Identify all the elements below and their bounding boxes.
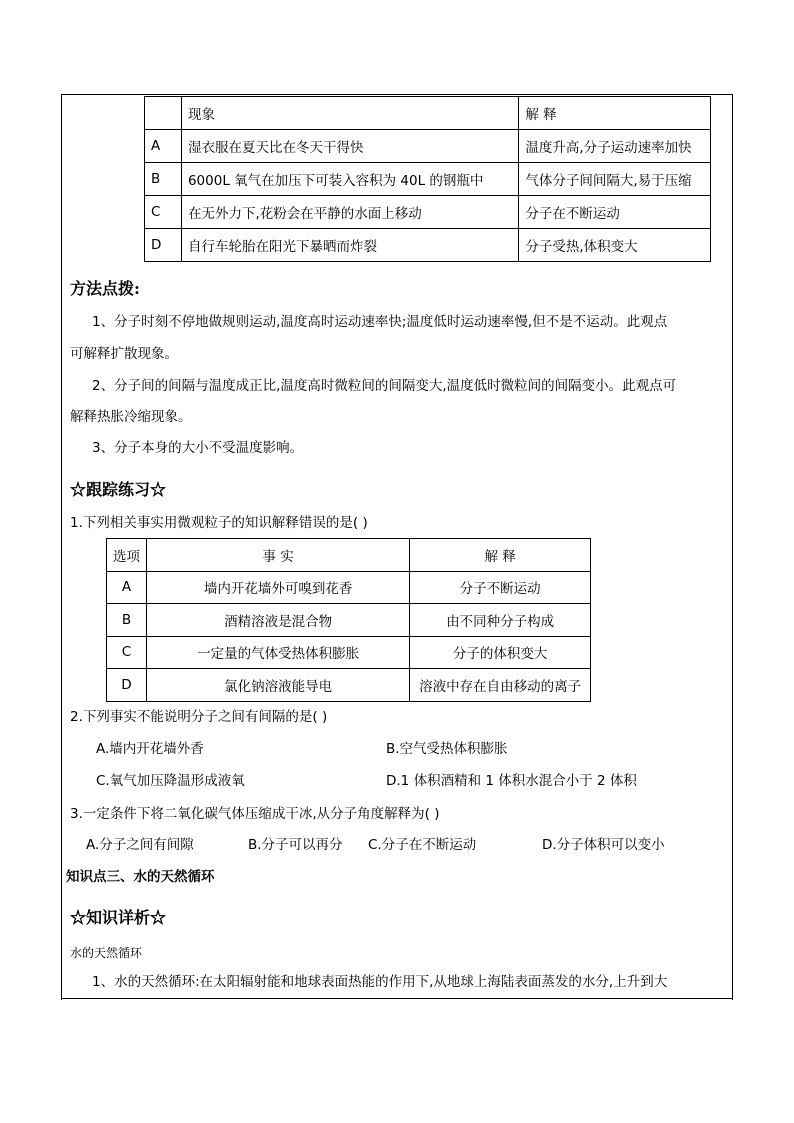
phenomenon-table [144, 96, 711, 262]
table-row [107, 604, 591, 637]
table-header-option: 选项 [107, 539, 147, 572]
table-header-explanation: 解 释 [410, 539, 591, 572]
question-3-option-a: A.分子之间有间隙 [86, 837, 194, 853]
method-point-3: 3、分子本身的大小不受温度影响。 [92, 440, 304, 456]
table-cell: 分子在不断运动 [519, 196, 711, 229]
table-row [145, 130, 711, 163]
table-header-fact: 事 实 [146, 539, 409, 572]
table-header-phenomenon: 现象 [181, 97, 518, 130]
table-row [145, 163, 711, 196]
table-cell: 溶液中存在自由移动的离子 [410, 669, 591, 702]
table-cell: 酒精溶液是混合物 [146, 604, 409, 637]
table-cell: 气体分子间间隔大,易于压缩 [519, 163, 711, 196]
table-cell: 一定量的气体受热体积膨胀 [146, 636, 409, 669]
table-header-explanation: 解 释 [519, 97, 711, 130]
question-2: 2.下列事实不能说明分子之间有间隔的是( ) [70, 709, 328, 725]
table-cell: D [145, 229, 182, 262]
question-3-option-b: B.分子可以再分 [248, 837, 343, 853]
table-cell: B [145, 163, 182, 196]
table-cell: 墙内开花墙外可嗅到花香 [146, 571, 409, 604]
method-point-2-cont: 解释热胀冷缩现象。 [70, 409, 192, 425]
question-3-option-c: C.分子在不断运动 [368, 837, 477, 853]
table-cell: 温度升高,分子运动速率加快 [519, 130, 711, 163]
table-cell: 氯化钠溶液能导电 [146, 669, 409, 702]
table-cell: 湿衣服在夏天比在冬天干得快 [181, 130, 518, 163]
method-point-1: 1、分子时刻不停地做规则运动,温度高时运动速率快;温度低时运动速率慢,但不是不运动。此观点 [92, 314, 668, 330]
table-cell: B [107, 604, 147, 637]
question-1-table [106, 538, 591, 702]
method-point-1-cont: 可解释扩散现象。 [70, 346, 178, 362]
knowledge-point-3-title: 知识点三、水的天然循环 [66, 869, 215, 885]
table-cell: A [107, 571, 147, 604]
frame-bottom-border [61, 998, 733, 999]
method-heading: 方法点拨: [70, 279, 140, 298]
question-1: 1.下列相关事实用微观粒子的知识解释错误的是( ) [70, 515, 368, 531]
question-2-option-a: A.墙内开花墙外香 [96, 741, 204, 757]
water-cycle-subtitle: 水的天然循环 [70, 946, 143, 960]
table-cell: 分子的体积变大 [410, 636, 591, 669]
question-3-option-d: D.分子体积可以变小 [542, 837, 665, 853]
table-cell: 分子受热,体积变大 [519, 229, 711, 262]
table-cell: C [107, 636, 147, 669]
table-cell: D [107, 669, 147, 702]
table-cell [145, 97, 182, 130]
table-row [145, 229, 711, 262]
table-cell: 6000L 氧气在加压下可装入容积为 40L 的钢瓶中 [181, 163, 518, 196]
table-row [107, 669, 591, 702]
question-2-option-c: C.氧气加压降温形成液氧 [96, 773, 245, 789]
table-row [107, 636, 591, 669]
table-cell: A [145, 130, 182, 163]
question-3: 3.一定条件下将二氧化碳气体压缩成干冰,从分子角度解释为( ) [70, 806, 440, 822]
table-cell: 自行车轮胎在阳光下暴晒而炸裂 [181, 229, 518, 262]
water-cycle-point-1: 1、水的天然循环:在太阳辐射能和地球表面热能的作用下,从地球上海陆表面蒸发的水分,上升到大 [92, 974, 668, 990]
table-cell: 在无外力下,花粉会在平静的水面上移动 [181, 196, 518, 229]
question-2-option-d: D.1 体积酒精和 1 体积水混合小于 2 体积 [386, 773, 637, 789]
table-cell: 分子不断运动 [410, 571, 591, 604]
practice-heading: ☆跟踪练习☆ [70, 480, 167, 499]
table-cell: 由不同种分子构成 [410, 604, 591, 637]
table-row [145, 196, 711, 229]
knowledge-detail-heading: ☆知识详析☆ [70, 908, 167, 927]
table-cell: C [145, 196, 182, 229]
method-point-2: 2、分子间的间隔与温度成正比,温度高时微粒间的间隔变大,温度低时微粒间的间隔变小。此观点可 [92, 378, 677, 394]
table-row [145, 97, 711, 130]
question-2-option-b: B.空气受热体积膨胀 [386, 741, 508, 757]
table-row [107, 539, 591, 572]
table-row [107, 571, 591, 604]
